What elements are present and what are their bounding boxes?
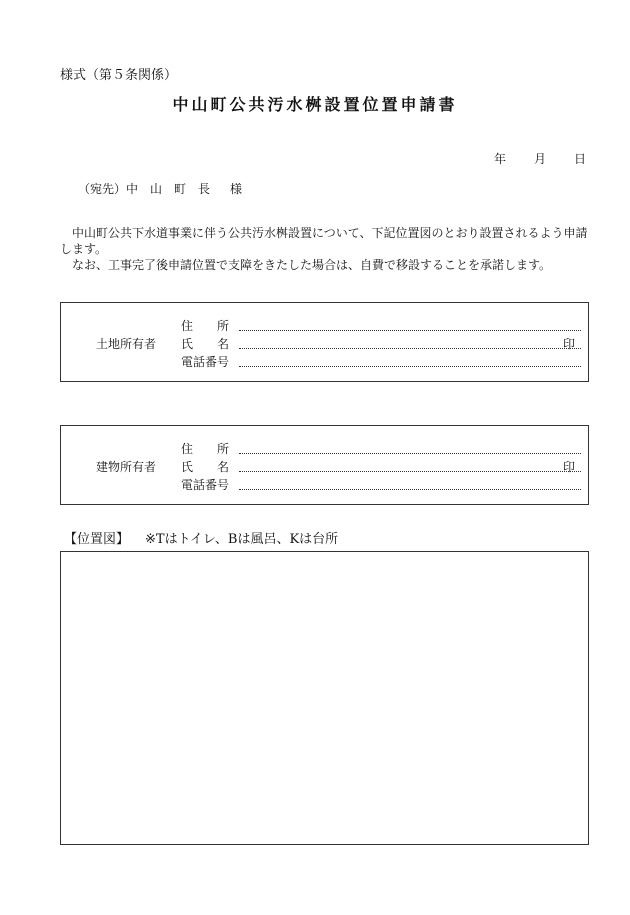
address-label: 住 所 bbox=[181, 319, 230, 333]
building-owner-phone-field[interactable] bbox=[181, 476, 581, 492]
statement-paragraph-1: 中山町公共下水道事業に伴う公共汚水桝設置について、下記位置図のとおり設置されるよう申請します。 bbox=[60, 226, 588, 256]
name-label: 氏 名 bbox=[181, 337, 230, 351]
phone-line bbox=[239, 489, 581, 490]
document-title: 中山町公共汚水桝設置位置申請書 bbox=[172, 95, 458, 114]
location-map-heading bbox=[64, 528, 338, 547]
building-owner-box bbox=[60, 425, 589, 505]
location-map-title: 【位置図】 bbox=[64, 532, 130, 547]
building-owner-name-field[interactable] bbox=[181, 458, 581, 474]
land-owner-address-field[interactable] bbox=[181, 317, 581, 333]
statement-paragraph-2: なお、工事完了後申請位置で支障をきたした場合は、自費で移設することを承諾します。 bbox=[72, 258, 552, 272]
phone-line bbox=[239, 366, 581, 367]
date-line bbox=[494, 150, 586, 167]
name-label: 氏 名 bbox=[181, 460, 230, 474]
name-line bbox=[239, 471, 581, 472]
addressee-honorific: 様 bbox=[230, 182, 243, 196]
application-statement bbox=[60, 225, 590, 273]
date-month-label: 月 bbox=[533, 152, 546, 166]
phone-label: 電話番号 bbox=[181, 478, 230, 492]
address-label: 住 所 bbox=[181, 442, 230, 456]
land-owner-box bbox=[60, 302, 589, 382]
land-owner-label: 土地所有者 bbox=[96, 337, 157, 351]
location-map-note: ※Tはトイレ、Bは風呂、Kは台所 bbox=[145, 532, 339, 547]
address-line bbox=[239, 453, 581, 454]
date-day-label: 日 bbox=[573, 152, 586, 166]
address-line bbox=[239, 330, 581, 331]
location-map-area[interactable] bbox=[60, 551, 589, 845]
form-number: 様式（第５条関係） bbox=[60, 68, 178, 83]
land-owner-phone-field[interactable] bbox=[181, 353, 581, 369]
addressee bbox=[78, 180, 242, 197]
seal-mark: 印 bbox=[562, 460, 575, 474]
addressee-name: 中 山 町 長 bbox=[126, 182, 211, 196]
name-line bbox=[239, 348, 581, 349]
building-owner-address-field[interactable] bbox=[181, 440, 581, 456]
land-owner-name-field[interactable] bbox=[181, 335, 581, 351]
seal-mark: 印 bbox=[562, 337, 575, 351]
building-owner-label: 建物所有者 bbox=[96, 460, 157, 474]
addressee-prefix: （宛先） bbox=[78, 182, 127, 196]
phone-label: 電話番号 bbox=[181, 355, 230, 369]
date-year-label: 年 bbox=[493, 152, 506, 166]
